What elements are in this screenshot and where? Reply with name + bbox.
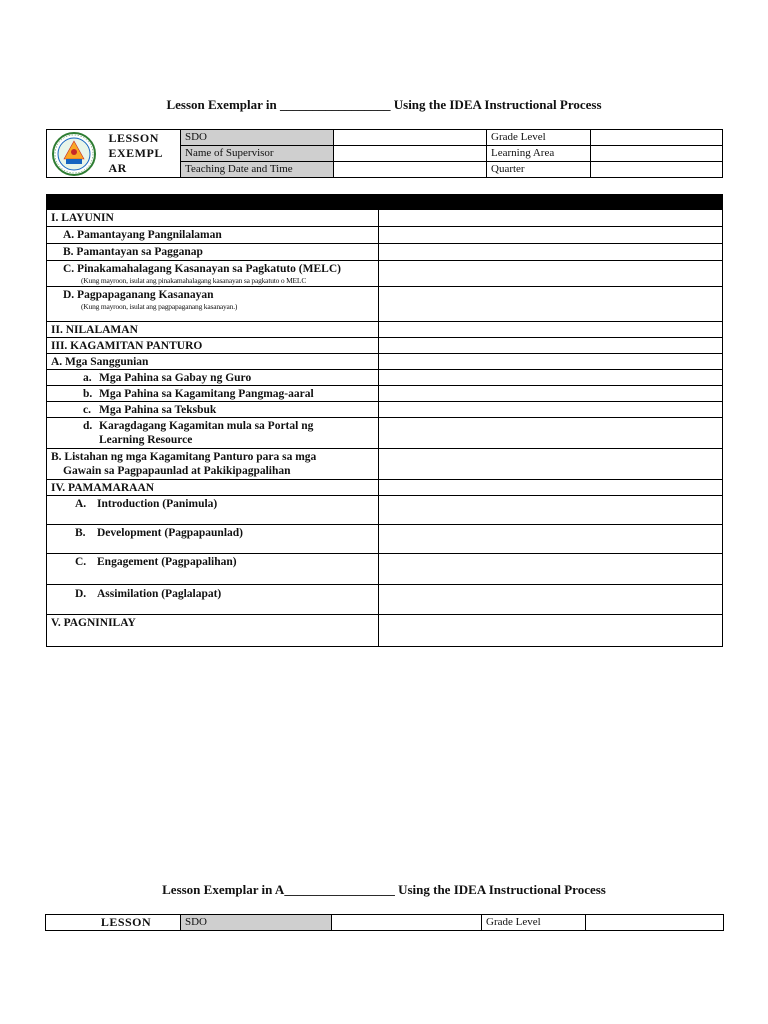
table-row (47, 370, 723, 386)
sanggunian-d-label-cont: Learning Resource (99, 434, 193, 446)
list-marker: a. (83, 372, 92, 384)
layunin-c-field[interactable] (379, 261, 723, 287)
layunin-d-label: D. Pagpapaganang Kasanayan (63, 289, 214, 301)
list-marker: c. (83, 404, 91, 416)
table-row (47, 261, 723, 287)
list-marker: D. (75, 588, 87, 600)
title-blank-line: _________________ (280, 97, 391, 112)
layunin-d-cell (47, 287, 379, 322)
nilalaman-field[interactable] (379, 322, 723, 338)
sanggunian-b-cell (47, 386, 379, 402)
development-label: Development (Pagpapaunlad) (97, 527, 243, 539)
table-row (47, 418, 723, 449)
layunin-b-label: B. Pamantayan sa Pagganap (47, 244, 379, 261)
list-marker: C. (75, 556, 87, 568)
layunin-c-label: C. Pinakamahalagang Kasanayan sa Pagkatuto (MELC) (63, 263, 341, 275)
table-row (47, 287, 723, 322)
development-field[interactable] (379, 525, 723, 554)
sanggunian-a-label: Mga Pahina sa Gabay ng Guro (99, 372, 252, 384)
teaching-date-value-field[interactable] (334, 162, 487, 178)
lesson-exemplar-line-1: LESSON (108, 131, 159, 145)
table-row (47, 496, 723, 525)
logo-cell (47, 130, 105, 178)
sanggunian-b-label: Mga Pahina sa Kagamitang Pangmag-aaral (99, 388, 314, 400)
grade-level-value-field[interactable] (591, 130, 723, 146)
supervisor-value-field[interactable] (334, 146, 487, 162)
list-marker: B. (75, 527, 86, 539)
pamamaraan-d-cell (47, 585, 379, 615)
lesson-exemplar-line-3: AR (108, 161, 127, 175)
table-row (47, 402, 723, 418)
title-blank-line: _________________ (284, 882, 395, 897)
assimilation-label: Assimilation (Paglalapat) (97, 588, 222, 600)
pagninilay-field[interactable] (379, 615, 723, 647)
lesson-plan-table (46, 194, 723, 647)
sanggunian-d-field[interactable] (379, 418, 723, 449)
layunin-d-field[interactable] (379, 287, 723, 322)
title-prefix: Lesson Exemplar in (166, 97, 280, 112)
deped-seal-icon (47, 131, 105, 177)
supervisor-label: Name of Supervisor (181, 146, 334, 162)
lesson-exemplar-label (105, 130, 181, 178)
pamamaraan-c-cell (47, 554, 379, 585)
layunin-a-label: A. Pamantayang Pangnilalaman (47, 227, 379, 244)
sdo-label-2: SDO (181, 915, 332, 931)
listahan-label-cont: Gawain sa Pagpapaunlad at Pakikipagpalihan (63, 465, 291, 477)
layunin-c-note: (Kung mayroon, isulat ang pinakamahalagang kasanayan sa pagkatuto o MELC (81, 276, 307, 285)
assimilation-field[interactable] (379, 585, 723, 615)
section-pamamaraan: IV. PAMAMARAAN (47, 480, 379, 496)
quarter-label: Quarter (487, 162, 591, 178)
layunin-d-note: (Kung mayroon, isulat ang pagpapaganang kasanayan.) (81, 302, 238, 311)
layunin-a-field[interactable] (379, 227, 723, 244)
table-row (47, 244, 723, 261)
title-suffix: Using the IDEA Instructional Process (390, 97, 602, 112)
list-marker: A. (75, 498, 87, 510)
table-header-bar (47, 195, 723, 210)
table-row (47, 585, 723, 615)
introduction-field[interactable] (379, 496, 723, 525)
title-suffix: Using the IDEA Instructional Process (394, 882, 606, 897)
list-marker: d. (83, 420, 93, 432)
layunin-field[interactable] (379, 210, 723, 227)
list-marker: b. (83, 388, 93, 400)
title-prefix: Lesson Exemplar in A (162, 882, 285, 897)
listahan-label: B. Listahan ng mga Kagamitang Panturo para sa mga (51, 451, 317, 463)
pamamaraan-a-cell (47, 496, 379, 525)
sdo-label: SDO (181, 130, 334, 146)
table-row (47, 480, 723, 496)
lesson-header-table-2 (45, 914, 724, 931)
table-row (47, 615, 723, 647)
table-row (47, 554, 723, 585)
table-row (47, 322, 723, 338)
learning-area-value-field[interactable] (591, 146, 723, 162)
sdo-value-field[interactable] (334, 130, 487, 146)
listahan-cell (47, 449, 379, 480)
table-row (47, 210, 723, 227)
sanggunian-field[interactable] (379, 354, 723, 370)
lesson-exemplar-line-2: EXEMPL (108, 146, 163, 160)
sanggunian-c-label: Mga Pahina sa Teksbuk (99, 404, 217, 416)
sanggunian-a-cell (47, 370, 379, 386)
kagamitan-field[interactable] (379, 338, 723, 354)
quarter-value-field[interactable] (591, 162, 723, 178)
table-row (47, 449, 723, 480)
grade-level-label: Grade Level (487, 130, 591, 146)
sanggunian-b-field[interactable] (379, 386, 723, 402)
layunin-c-cell (47, 261, 379, 287)
grade-level-label-2: Grade Level (482, 915, 586, 931)
section-pagninilay: V. PAGNINILAY (47, 615, 379, 647)
engagement-field[interactable] (379, 554, 723, 585)
section-nilalaman: II. NILALAMAN (47, 322, 379, 338)
pamamaraan-field[interactable] (379, 480, 723, 496)
page-title-2 (0, 882, 768, 898)
introduction-label: Introduction (Panimula) (97, 498, 218, 510)
table-row (47, 386, 723, 402)
sanggunian-a-field[interactable] (379, 370, 723, 386)
lesson-label: LESSON (46, 915, 181, 931)
sanggunian-label: A. Mga Sanggunian (47, 354, 379, 370)
page-title (0, 97, 768, 113)
sanggunian-d-cell (47, 418, 379, 449)
sanggunian-c-field[interactable] (379, 402, 723, 418)
sdo-value-field-2[interactable] (332, 915, 482, 931)
table-row (47, 525, 723, 554)
pamamaraan-b-cell (47, 525, 379, 554)
section-layunin: I. LAYUNIN (47, 210, 379, 227)
listahan-field[interactable] (379, 449, 723, 480)
table-row (47, 227, 723, 244)
learning-area-label: Learning Area (487, 146, 591, 162)
sanggunian-c-cell (47, 402, 379, 418)
table-row (47, 354, 723, 370)
section-kagamitan: III. KAGAMITAN PANTURO (47, 338, 379, 354)
engagement-label: Engagement (Pagpapalihan) (97, 556, 237, 568)
grade-level-value-field-2[interactable] (586, 915, 724, 931)
sanggunian-d-label: Karagdagang Kagamitan mula sa Portal ng (99, 420, 314, 432)
teaching-date-label: Teaching Date and Time (181, 162, 334, 178)
lesson-header-table (46, 129, 723, 178)
layunin-b-field[interactable] (379, 244, 723, 261)
table-row (47, 338, 723, 354)
